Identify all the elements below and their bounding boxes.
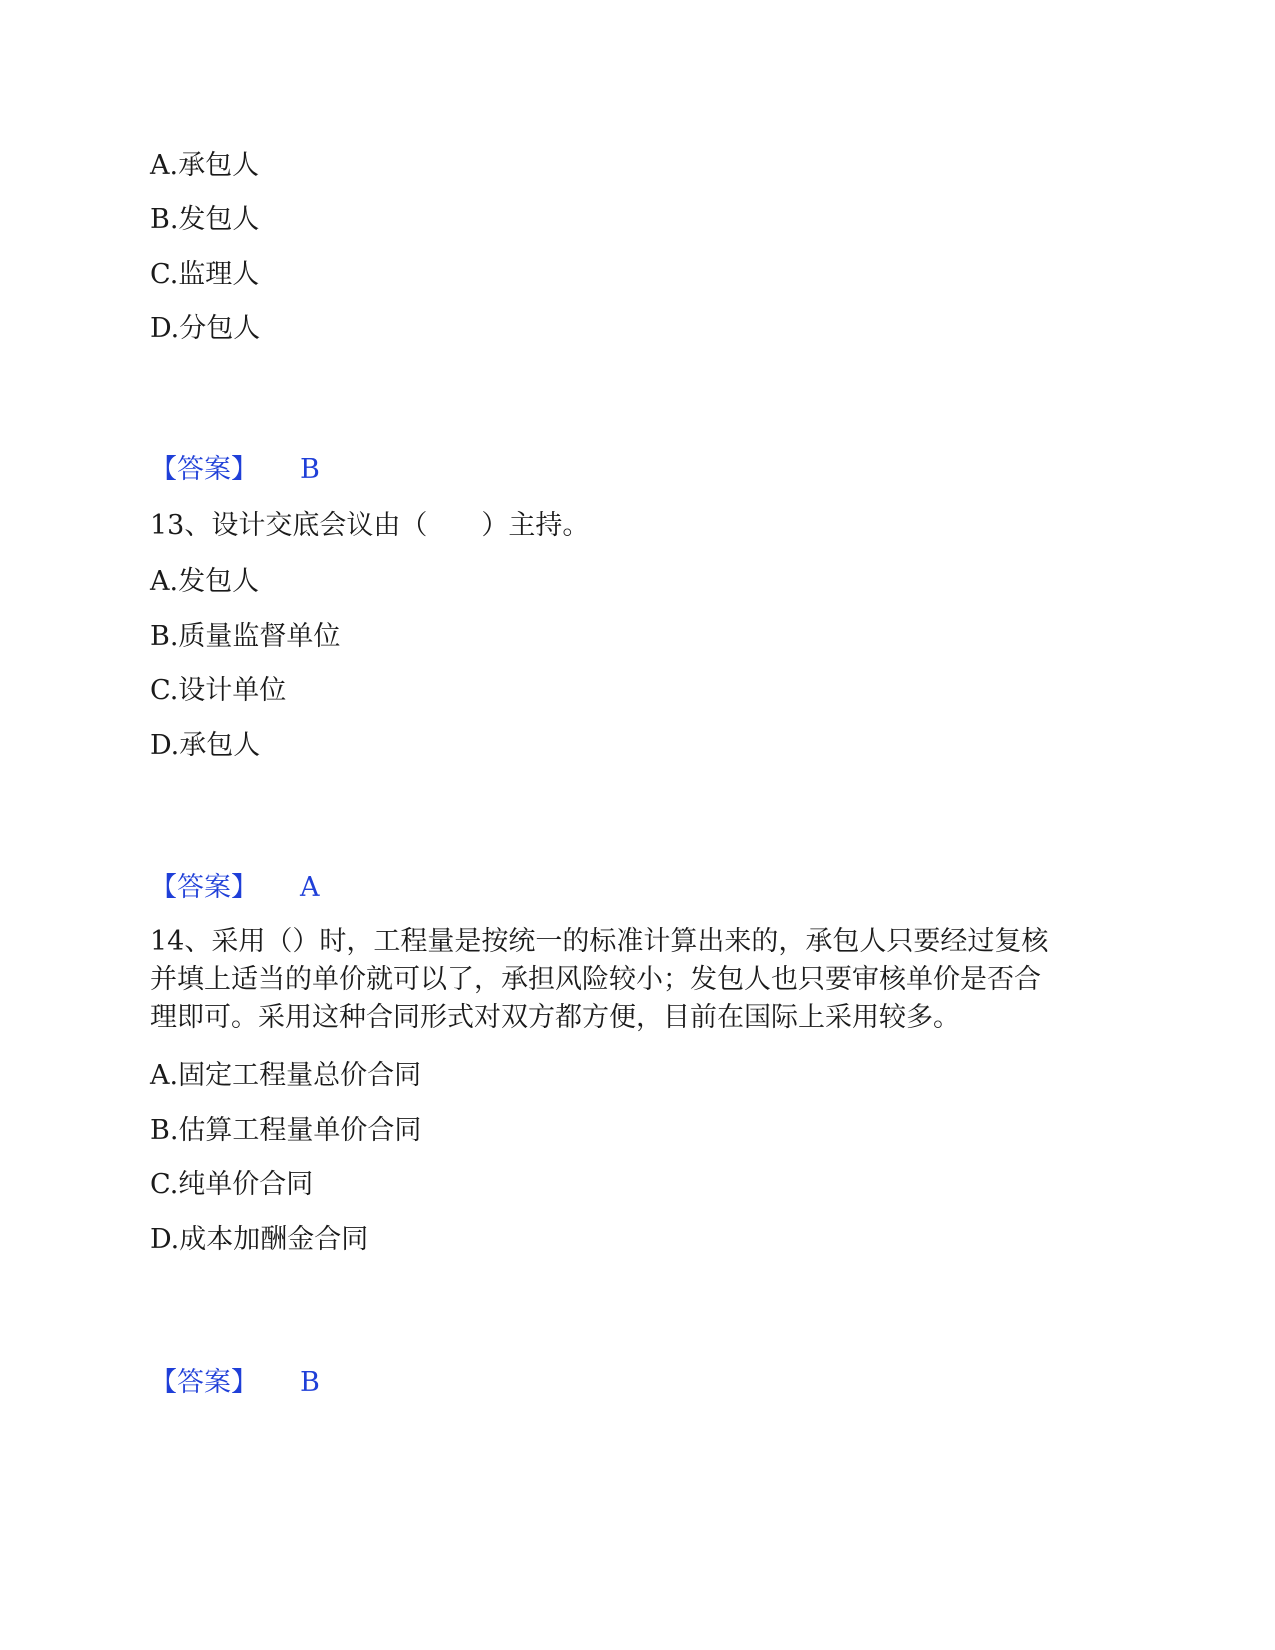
q14-option-a: A.固定工程量总价合同 bbox=[150, 1060, 422, 1091]
q14-stem-line: 并填上适当的单价就可以了，承担风险较小；发包人也只要审核单价是否合 bbox=[150, 964, 1041, 995]
answer-label: 【答案】 bbox=[150, 454, 258, 485]
q14-option-c: C.纯单价合同 bbox=[150, 1169, 314, 1200]
q13-stem: 13、设计交底会议由（ ）主持。 bbox=[150, 510, 590, 541]
q12-answer bbox=[150, 452, 320, 488]
q12-option-b: B.发包人 bbox=[150, 204, 260, 235]
q12-option-c: C.监理人 bbox=[150, 259, 260, 290]
answer-value: B bbox=[300, 1367, 320, 1398]
q14-stem-line: 14、采用（）时，工程量是按统一的标准计算出来的，承包人只要经过复核 bbox=[150, 926, 1049, 957]
q13-option-b: B.质量监督单位 bbox=[150, 621, 341, 652]
q13-option-d: D.承包人 bbox=[150, 730, 261, 761]
q14-option-b: B.估算工程量单价合同 bbox=[150, 1115, 422, 1146]
q13-answer bbox=[150, 870, 320, 906]
q14-answer bbox=[150, 1365, 320, 1401]
answer-value: B bbox=[300, 454, 320, 485]
answer-label: 【答案】 bbox=[150, 872, 258, 903]
q12-option-a: A.承包人 bbox=[150, 150, 260, 181]
q14-stem-line: 理即可。采用这种合同形式对双方都方便，目前在国际上采用较多。 bbox=[150, 1002, 960, 1033]
answer-value: A bbox=[300, 872, 320, 903]
q13-option-a: A.发包人 bbox=[150, 566, 260, 597]
q14-option-d: D.成本加酬金合同 bbox=[150, 1224, 369, 1255]
q12-option-d: D.分包人 bbox=[150, 313, 261, 344]
q13-option-c: C.设计单位 bbox=[150, 675, 287, 706]
answer-label: 【答案】 bbox=[150, 1367, 258, 1398]
q14-stem bbox=[150, 923, 1110, 1037]
